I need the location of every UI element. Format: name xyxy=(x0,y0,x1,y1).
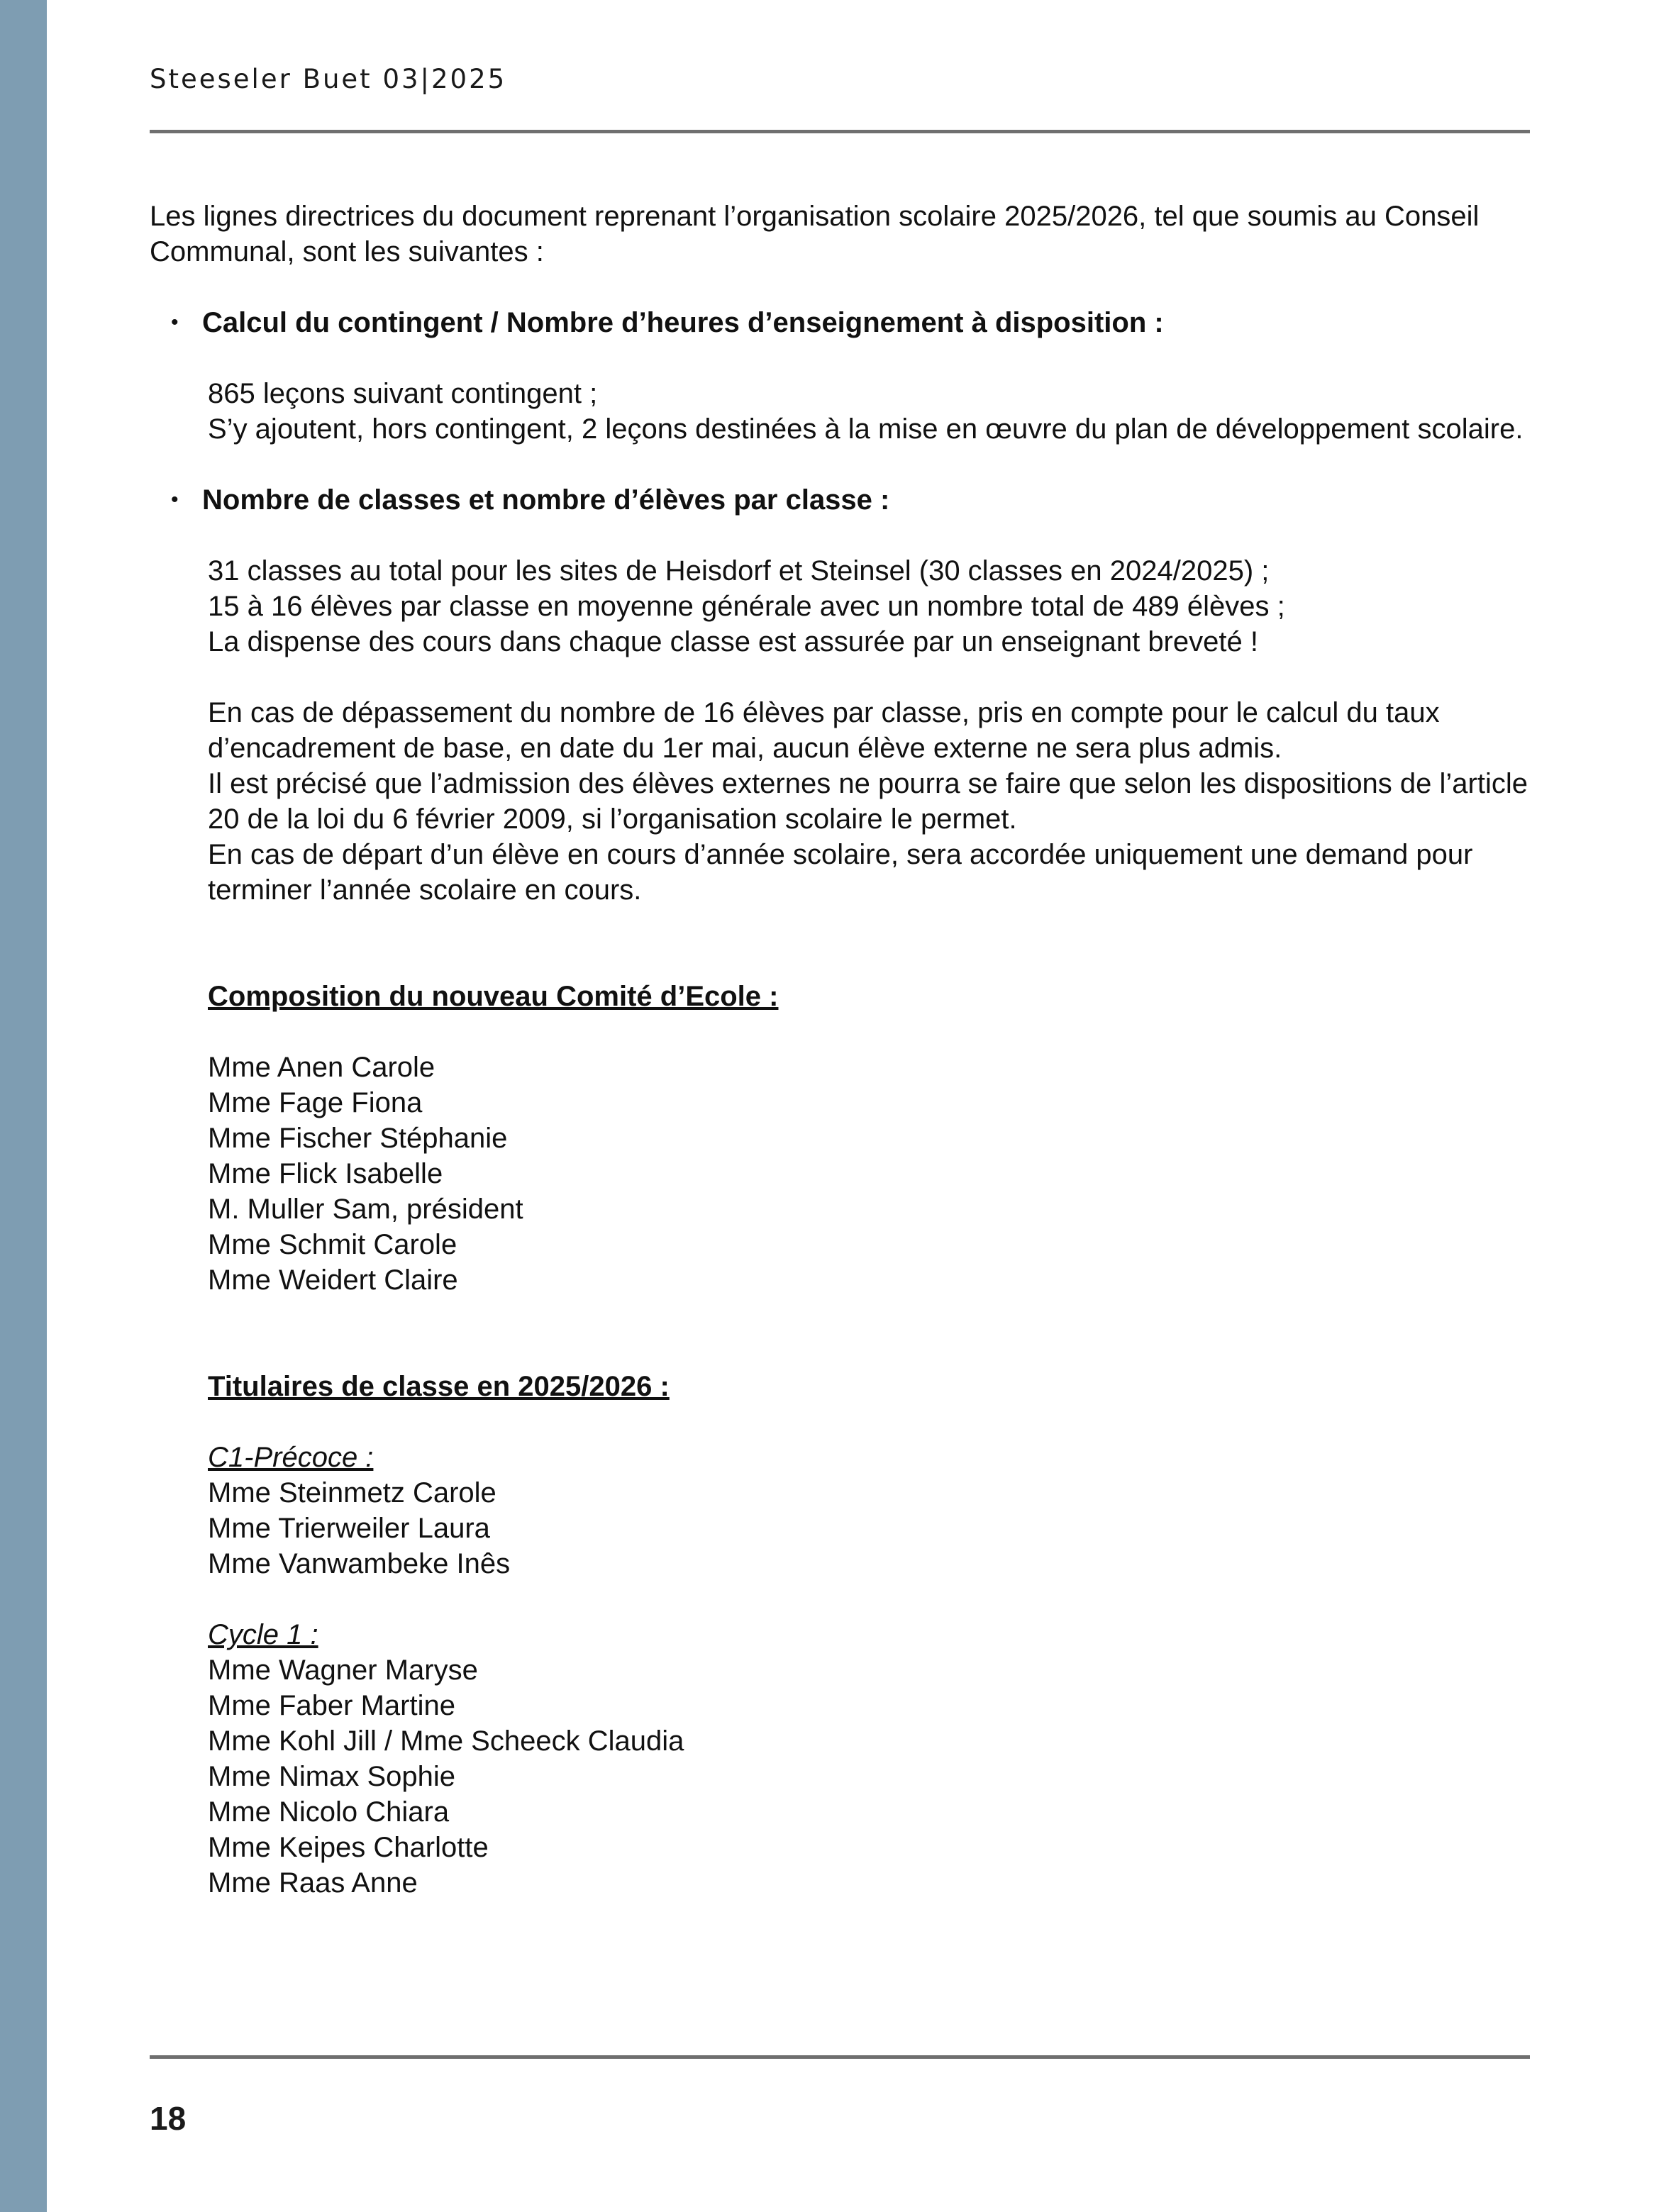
committee-members-list xyxy=(150,1050,1540,1298)
list-item: M. Muller Sam, président xyxy=(208,1194,523,1225)
list-item: Mme Raas Anne xyxy=(208,1867,418,1899)
list-item: Mme Fischer Stéphanie xyxy=(208,1123,508,1154)
intro-paragraph: Les lignes directrices du document reprenant l’organisation scolaire 2025/2026, tel que soumis au Conseil Communal, sont les suivantes : xyxy=(150,201,1480,267)
list-item: Mme Nimax Sophie xyxy=(208,1761,456,1792)
publication-header: Steeseler Buet 03|2025 xyxy=(150,64,507,94)
precoce-teachers-list xyxy=(150,1475,1540,1582)
admission-paragraph-1: En cas de dépassement du nombre de 16 élèves par classe, pris en compte pour le calcul du taux d’encadrement de base, en date du 1er mai, aucun élève externe ne sera plus admis. xyxy=(208,697,1440,764)
list-item: Mme Anen Carole xyxy=(208,1052,435,1083)
bullet-contingent-title: • Calcul du contingent / Nombre d’heures d’enseignement à disposition : xyxy=(150,305,1540,340)
committee-heading: Composition du nouveau Comité d’Ecole : xyxy=(208,981,779,1012)
contingent-line-1: 865 leçons suivant contingent ; xyxy=(208,378,598,409)
titulaires-heading: Titulaires de classe en 2025/2026 : xyxy=(208,1371,670,1402)
list-item: Mme Faber Martine xyxy=(208,1690,455,1721)
list-item: Mme Wagner Maryse xyxy=(208,1655,478,1686)
page-number: 18 xyxy=(150,2100,187,2137)
list-item: Mme Fage Fiona xyxy=(208,1087,423,1118)
cycle1-teachers-list xyxy=(150,1652,1540,1901)
contingent-details xyxy=(150,376,1540,447)
group-label-precoce: C1-Précoce : xyxy=(208,1442,374,1473)
list-item: Mme Weidert Claire xyxy=(208,1265,458,1296)
list-item: Mme Nicolo Chiara xyxy=(208,1796,450,1828)
bullet-classes-title: • Nombre de classes et nombre d’élèves par classe : xyxy=(150,482,1540,518)
contingent-line-2: S’y ajoutent, hors contingent, 2 leçons destinées à la mise en œuvre du plan de développement scolaire. xyxy=(208,413,1524,445)
side-color-band xyxy=(0,0,47,2212)
classes-line-2: 15 à 16 élèves par classe en moyenne générale avec un nombre total de 489 élèves ; xyxy=(208,591,1285,622)
list-item: Mme Flick Isabelle xyxy=(208,1158,443,1189)
group-label-cycle1: Cycle 1 : xyxy=(208,1619,318,1650)
list-item: Mme Steinmetz Carole xyxy=(208,1477,496,1508)
classes-line-3: La dispense des cours dans chaque classe est assurée par un enseignant breveté ! xyxy=(208,626,1258,657)
admission-paragraph-3: En cas de départ d’un élève en cours d’année scolaire, sera accordée uniquement une demand pour terminer l’année scolaire en cours. xyxy=(208,839,1473,906)
list-item: Mme Schmit Carole xyxy=(208,1229,457,1260)
classes-line-1: 31 classes au total pour les sites de Heisdorf et Steinsel (30 classes en 2024/2025) ; xyxy=(208,555,1270,587)
list-item: Mme Trierweiler Laura xyxy=(208,1513,490,1544)
list-item: Mme Vanwambeke Inês xyxy=(208,1548,511,1579)
list-item: Mme Kohl Jill / Mme Scheeck Claudia xyxy=(208,1725,684,1757)
admission-paragraph-2: Il est précisé que l’admission des élèves externes ne pourra se faire que selon les dispositions de l’article 20 de la loi du 6 février 2009, si l’organisation scolaire le permet. xyxy=(208,768,1528,835)
classes-details xyxy=(150,553,1540,908)
footer-divider xyxy=(150,2055,1530,2059)
list-item: Mme Keipes Charlotte xyxy=(208,1832,489,1863)
header-divider xyxy=(150,130,1530,133)
page-content xyxy=(150,199,1540,1901)
